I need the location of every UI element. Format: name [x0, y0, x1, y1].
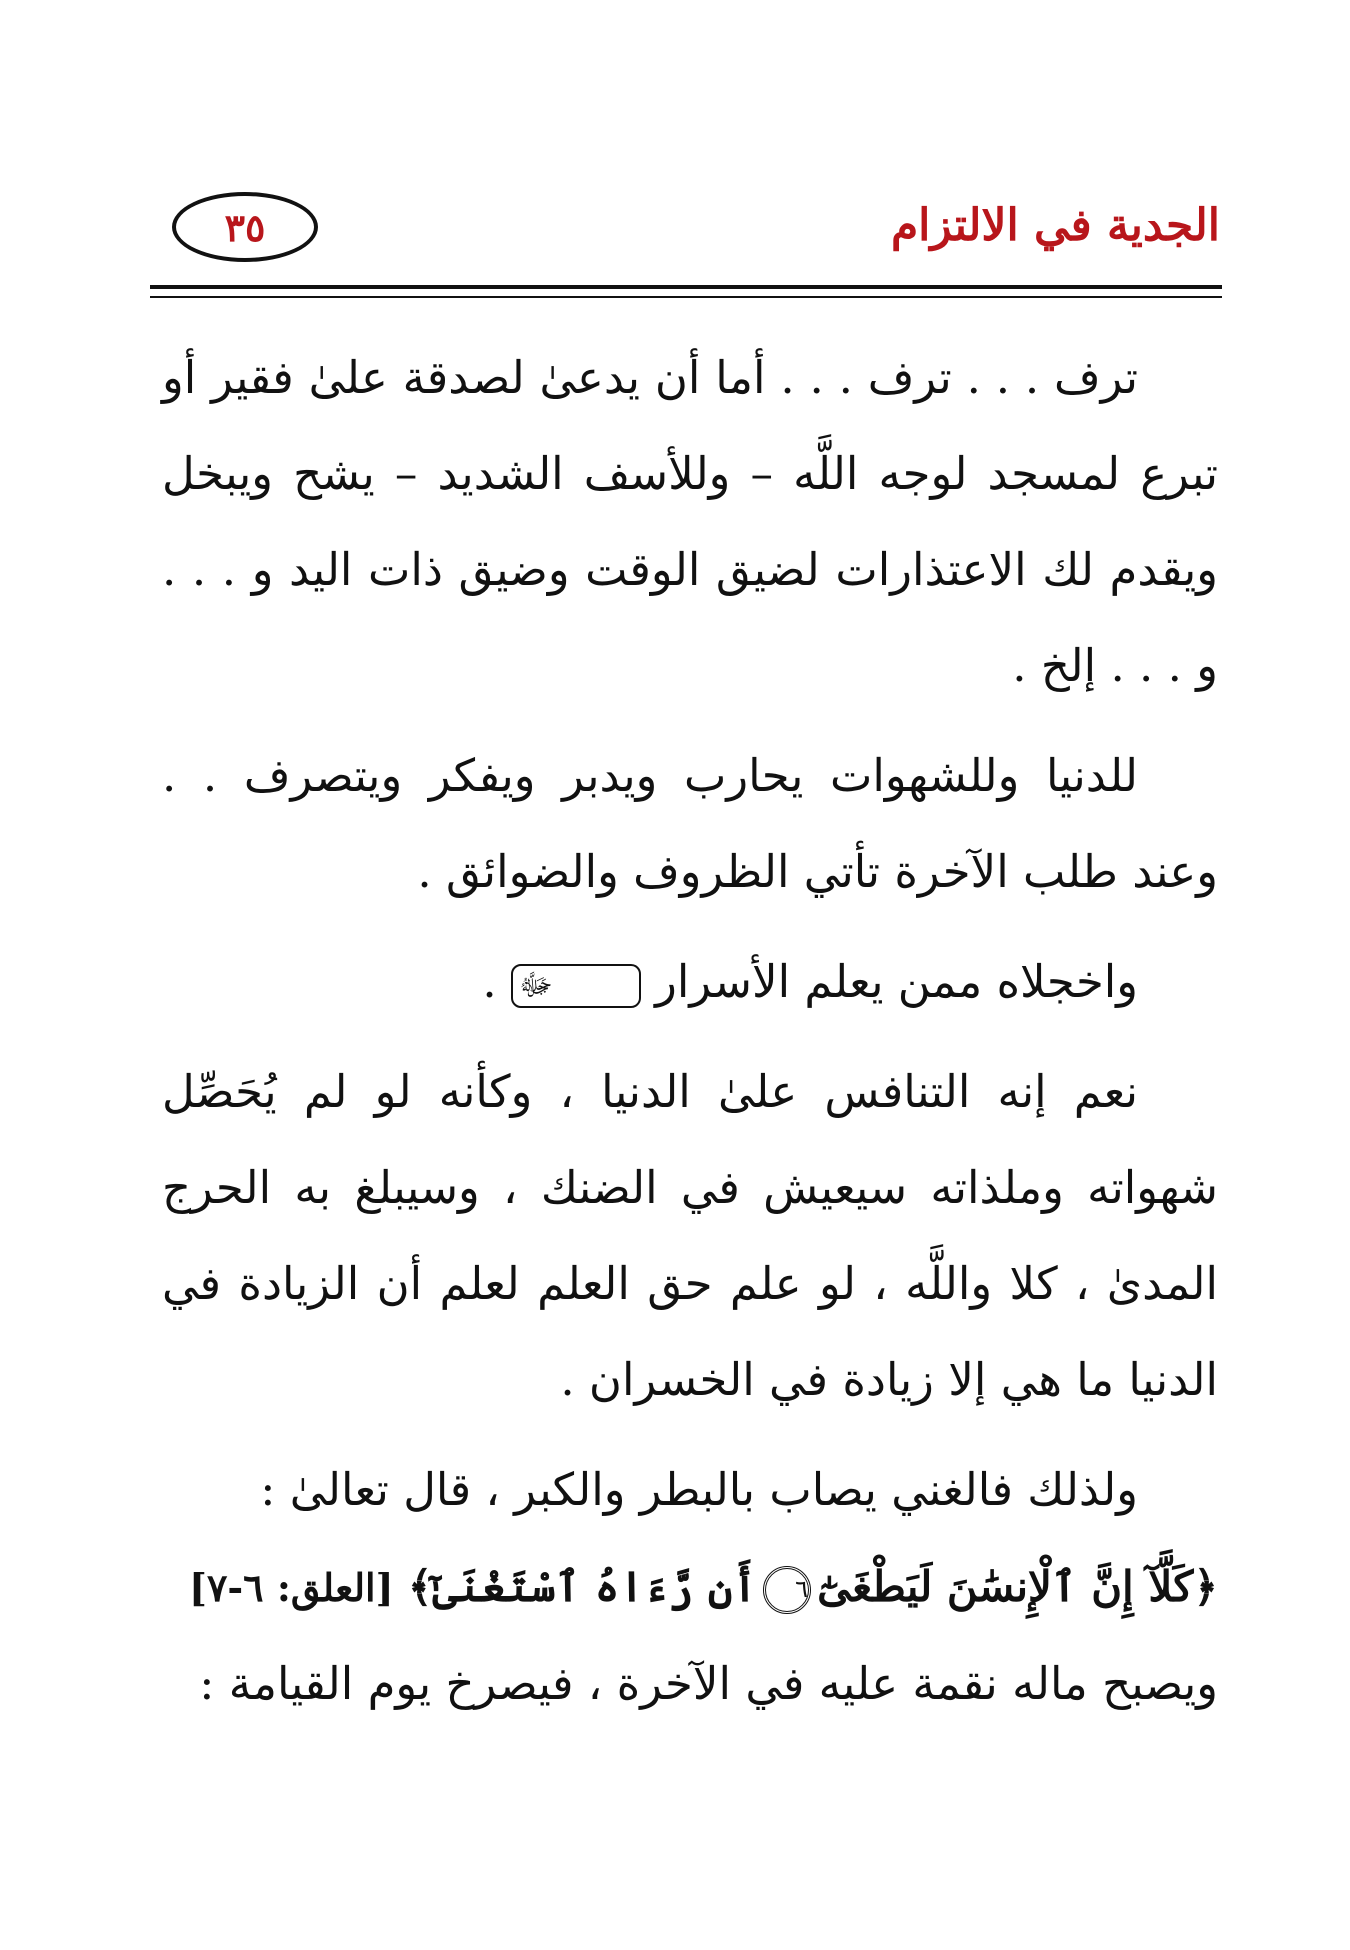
paragraph-5-end: ويصبح ماله نقمة عليه في الآخرة ، فيصرخ يوم القيامة : — [199, 1657, 1218, 1710]
ayah-number-marker: ٦ — [763, 1566, 811, 1614]
quran-verse — [189, 1559, 1218, 1612]
honorific-symbol: ﷻ — [511, 964, 641, 1008]
quran-open-bracket: ﴿ — [1193, 1562, 1218, 1611]
quran-close-bracket: ﴾ — [407, 1562, 433, 1611]
header-rule-thin — [150, 296, 1222, 298]
page-body — [162, 330, 1218, 1746]
paragraph-2: للدنيا وللشهوات يحارب ويدبر ويفكر ويتصرف . . وعند طلب الآخرة تأتي الظروف والضوائق . — [162, 749, 1218, 898]
running-title: الجدية في الالتزام — [890, 200, 1220, 251]
page-header — [150, 190, 1220, 282]
quran-citation: [العلق: ٦-٧] — [188, 1565, 394, 1610]
paragraph-3 — [162, 934, 1218, 1030]
paragraph-3-text: واخجلاه ممن يعلم الأسرار — [655, 955, 1138, 1008]
header-rule-thick — [150, 285, 1222, 289]
quran-verse-part-1: كَلَّآ إِنَّ ٱلْإِنسَٰنَ لَيَطْغَىٰٓ — [817, 1562, 1194, 1611]
paragraph-5 — [162, 1442, 1218, 1732]
paragraph-5-intro: ولذلك فالغني يصاب بالبطر والكبر ، قال تعالىٰ : — [260, 1463, 1138, 1516]
page-number: ٣٥ — [172, 192, 318, 262]
paragraph-3-end: . — [482, 955, 497, 1008]
paragraph-1: ترف . . . ترف . . . أما أن يدعىٰ لصدقة علىٰ فقير أو تبرع لمسجد لوجه اللَّه – وللأسف الشديد – يشح ويبخل ويقدم لك الاعتذارات لضيق الوقت وضيق ذات اليد و . . . و . . . إلخ . — [162, 351, 1218, 692]
quran-verse-part-2: أَن رَّءَاهُ ٱسْتَغْنَىٰٓ — [432, 1562, 758, 1611]
paragraph-4: نعم إنه التنافس علىٰ الدنيا ، وكأنه لو لم يُحَصِّل شهواته وملذاته سيعيش في الضنك ، وسيبلغ به الحرج المدىٰ ، كلا واللَّه ، لو علم حق العلم لعلم أن الزيادة في الدنيا ما هي إلا زيادة في الخسران . — [162, 1065, 1218, 1406]
